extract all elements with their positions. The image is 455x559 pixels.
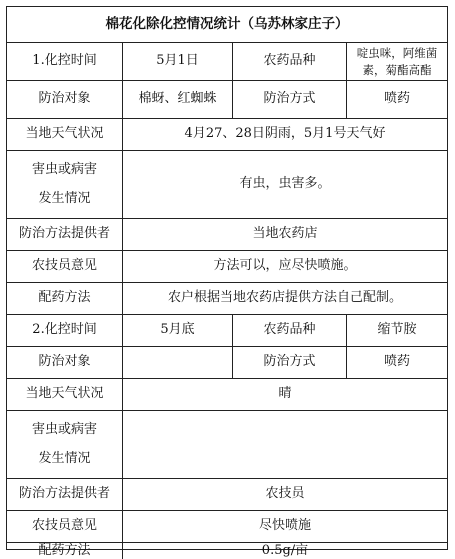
value-technician-opinion-2: 尽快喷施 [123, 511, 447, 543]
value-technician-opinion-1: 方法可以，应尽快喷施。 [123, 251, 447, 283]
label-pesticide-variety-1: 农药品种 [233, 43, 347, 81]
label-weather-2: 当地天气状况 [7, 379, 123, 411]
label-weather-1: 当地天气状况 [7, 119, 123, 151]
value-weather-1: 4月27、28日阴雨，5月1号天气好 [123, 119, 447, 151]
label-pesticide-variety-2: 农药品种 [233, 315, 347, 347]
value-pesticide-variety-1: 啶虫咪，阿维菌素，菊酯高酯 [347, 43, 447, 81]
label-method-2: 防治方式 [233, 347, 347, 379]
value-pesticide-variety-2: 缩节胺 [347, 315, 447, 347]
value-mixing-method-1: 农户根据当地农药店提供方法自己配制。 [123, 283, 447, 315]
label-pest-line1: 害虫或病害 [31, 161, 97, 177]
label-technician-opinion-2: 农技员意见 [7, 511, 123, 543]
label-mixing-method-2: 配药方法 [7, 543, 123, 559]
label-mixing-method-1: 配药方法 [7, 283, 123, 315]
value-control-time-1: 5月1日 [123, 43, 233, 81]
value-provider-1: 当地农药店 [123, 219, 447, 251]
label-control-time-1: 1.化控时间 [7, 43, 123, 81]
value-method-1: 喷药 [347, 81, 447, 119]
value-method-2: 喷药 [347, 347, 447, 379]
value-control-time-2: 5月底 [123, 315, 233, 347]
label-provider-2: 防治方法提供者 [7, 479, 123, 511]
value-weather-2: 晴 [123, 379, 447, 411]
label-pest-situation-2 [7, 411, 123, 479]
value-target-1: 棉蚜、红蜘蛛 [123, 81, 233, 119]
label-provider-1: 防治方法提供者 [7, 219, 123, 251]
statistics-table [6, 6, 448, 558]
label-method-1: 防治方式 [233, 81, 347, 119]
label-pest-situation-1 [7, 151, 123, 219]
label-target-1: 防治对象 [7, 81, 123, 119]
label-control-time-2: 2.化控时间 [7, 315, 123, 347]
value-target-2 [123, 347, 233, 379]
label-pest-line1: 害虫或病害 [31, 421, 97, 437]
value-mixing-method-2: 0.5g/亩 [261, 543, 309, 558]
value-provider-2: 农技员 [123, 479, 447, 511]
label-technician-opinion-1: 农技员意见 [7, 251, 123, 283]
table-title: 棉花化除化控情况统计（乌苏林家庄子） [7, 7, 447, 43]
label-pest-line2: 发生情况 [38, 450, 91, 466]
label-pest-line2: 发生情况 [38, 190, 91, 206]
value-pest-situation-2 [123, 411, 447, 479]
value-pest-situation-1: 有虫，虫害多。 [123, 151, 447, 219]
label-target-2: 防治对象 [7, 347, 123, 379]
